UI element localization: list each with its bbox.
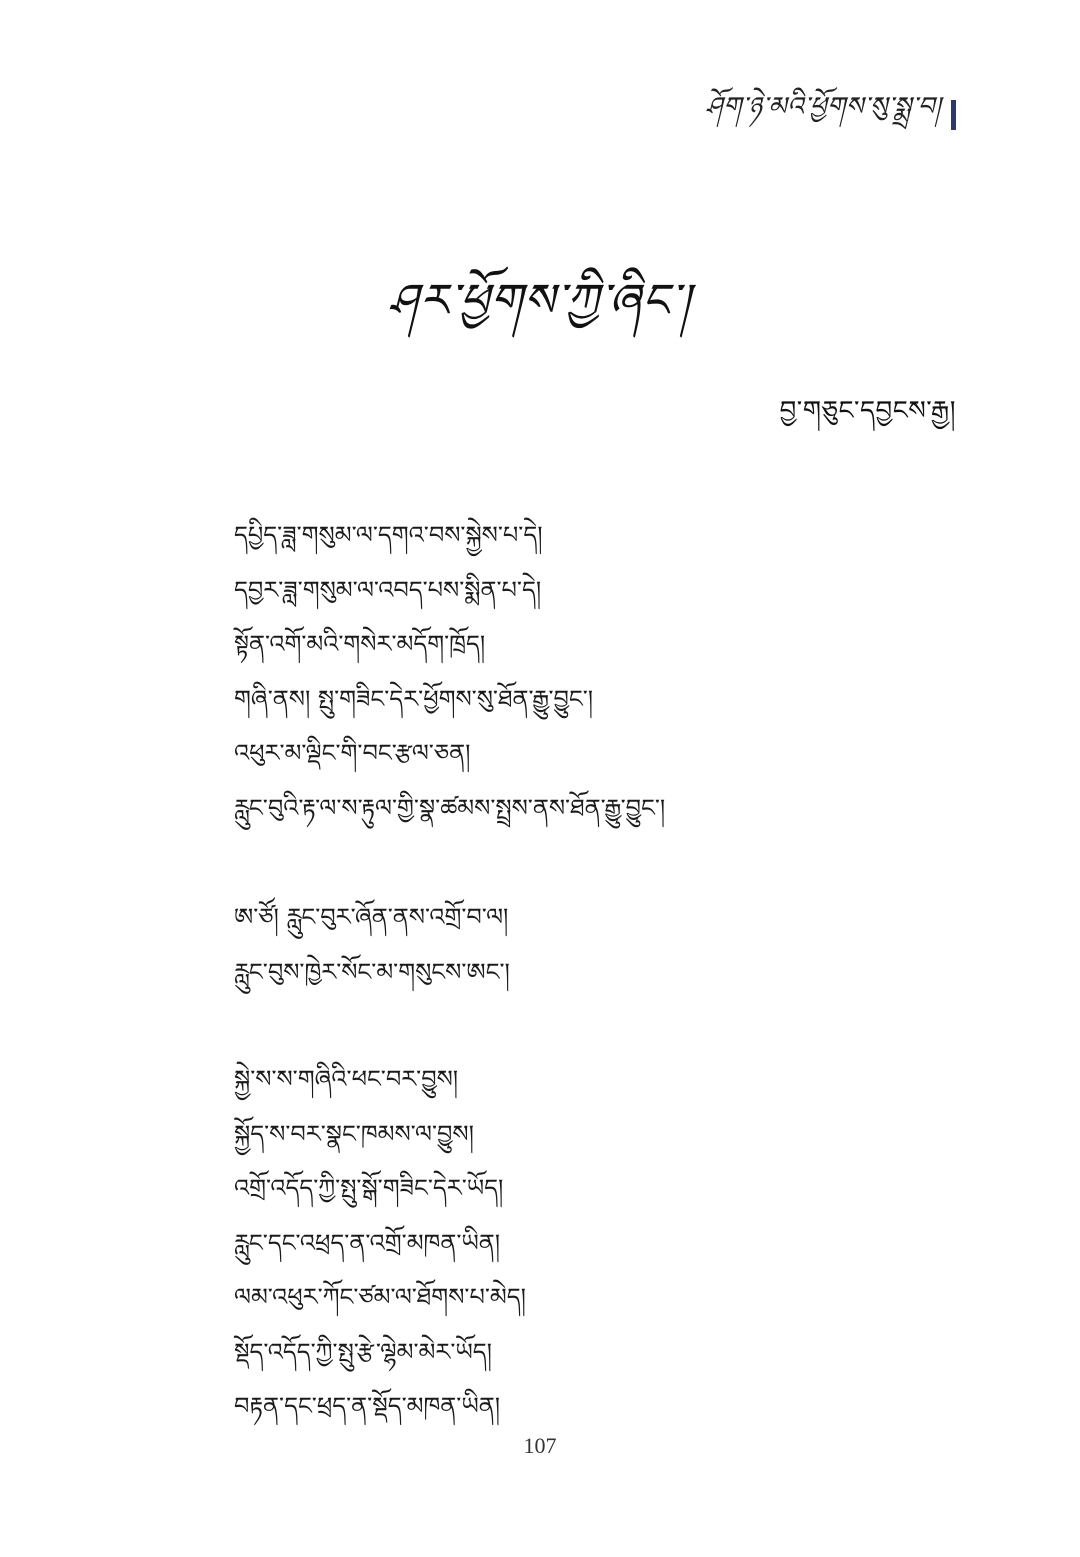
poem-line: ལམ་འཕུར་ཀོང་ཙམ་ལ་ཐོགས་པ་མེད། [234, 1283, 526, 1311]
stanza-2 [234, 890, 510, 999]
poem-line: རླུང་བུའི་རྟ་ལ་ས་རྟུལ་གྱི་སྣ་ཚམས་སྤྲས་ནས་ཐོན་རྒྱུ་བྱུང་། [234, 793, 666, 822]
stanza-1 [234, 508, 665, 835]
running-header-text: ཤོག་ཉེ་མའི་ཕྱོགས་སུ་སྨྲ་བ། [705, 92, 941, 122]
poem-line: རླུང་དང་འཕྲད་ན་འགྲོ་མཁན་ཡིན། [234, 1228, 501, 1257]
poem-line: འགྲོ་འདོད་ཀྱི་སྤུ་སྒོ་གཟིང་དེར་ཡོད། [234, 1174, 504, 1202]
poem-line: བརྟན་དང་ཕྲད་ན་སྡོད་མཁན་ཡིན། [234, 1392, 501, 1420]
header-accent-bar [951, 100, 956, 130]
poem-line: རླུང་བུས་ཁྱེར་སོང་མ་གསུངས་ཨང་། [234, 957, 510, 986]
running-header [706, 78, 956, 151]
poem-line: འཕུར་མ་ལྡིང་གི་བང་རྩལ་ཅན། [234, 739, 471, 767]
author-name: བྱ་གཅུང་དབྱངས་རྒྱ། [779, 396, 956, 426]
poem-line: ཨ་ཙོ། རླུང་བུར་ཞོན་ནས་འགྲོ་བ་ལ། [234, 903, 509, 931]
poem-line: སྟོན་འགོ་མའི་གསེར་མདོག་ཁྲོད། [234, 630, 486, 658]
page-number: 107 [523, 1433, 557, 1458]
poem-line: གཞི་ནས། སྤུ་གཟིང་དེར་ཕྱོགས་སུ་ཐོན་རྒྱུ་བྱུང་། [234, 684, 594, 713]
poem-line: དཔྱིད་ཟླ་གསུམ་ལ་དགའ་བས་སྐྱེས་པ་དེ། [234, 521, 543, 549]
poem-line: དབྱར་ཟླ་གསུམ་ལ་འབད་པས་སྨིན་པ་དེ། [234, 575, 542, 604]
poem-title: ཤར་ཕྱོགས་ཀྱི་ཞིང་། [388, 273, 692, 327]
stanza-3 [234, 1052, 526, 1434]
poem-line: སྐྱེ་ས་ས་གཞིའི་ཕང་བར་བྱུས། [234, 1065, 459, 1093]
poem-line: སྡོད་འདོད་ཀྱི་སྤུ་རྩེ་ལྷེམ་མེར་ཡོད། [234, 1337, 492, 1366]
poem-line: སྐྱོད་ས་བར་སྣང་ཁམས་ལ་བྱུས། [234, 1119, 474, 1148]
